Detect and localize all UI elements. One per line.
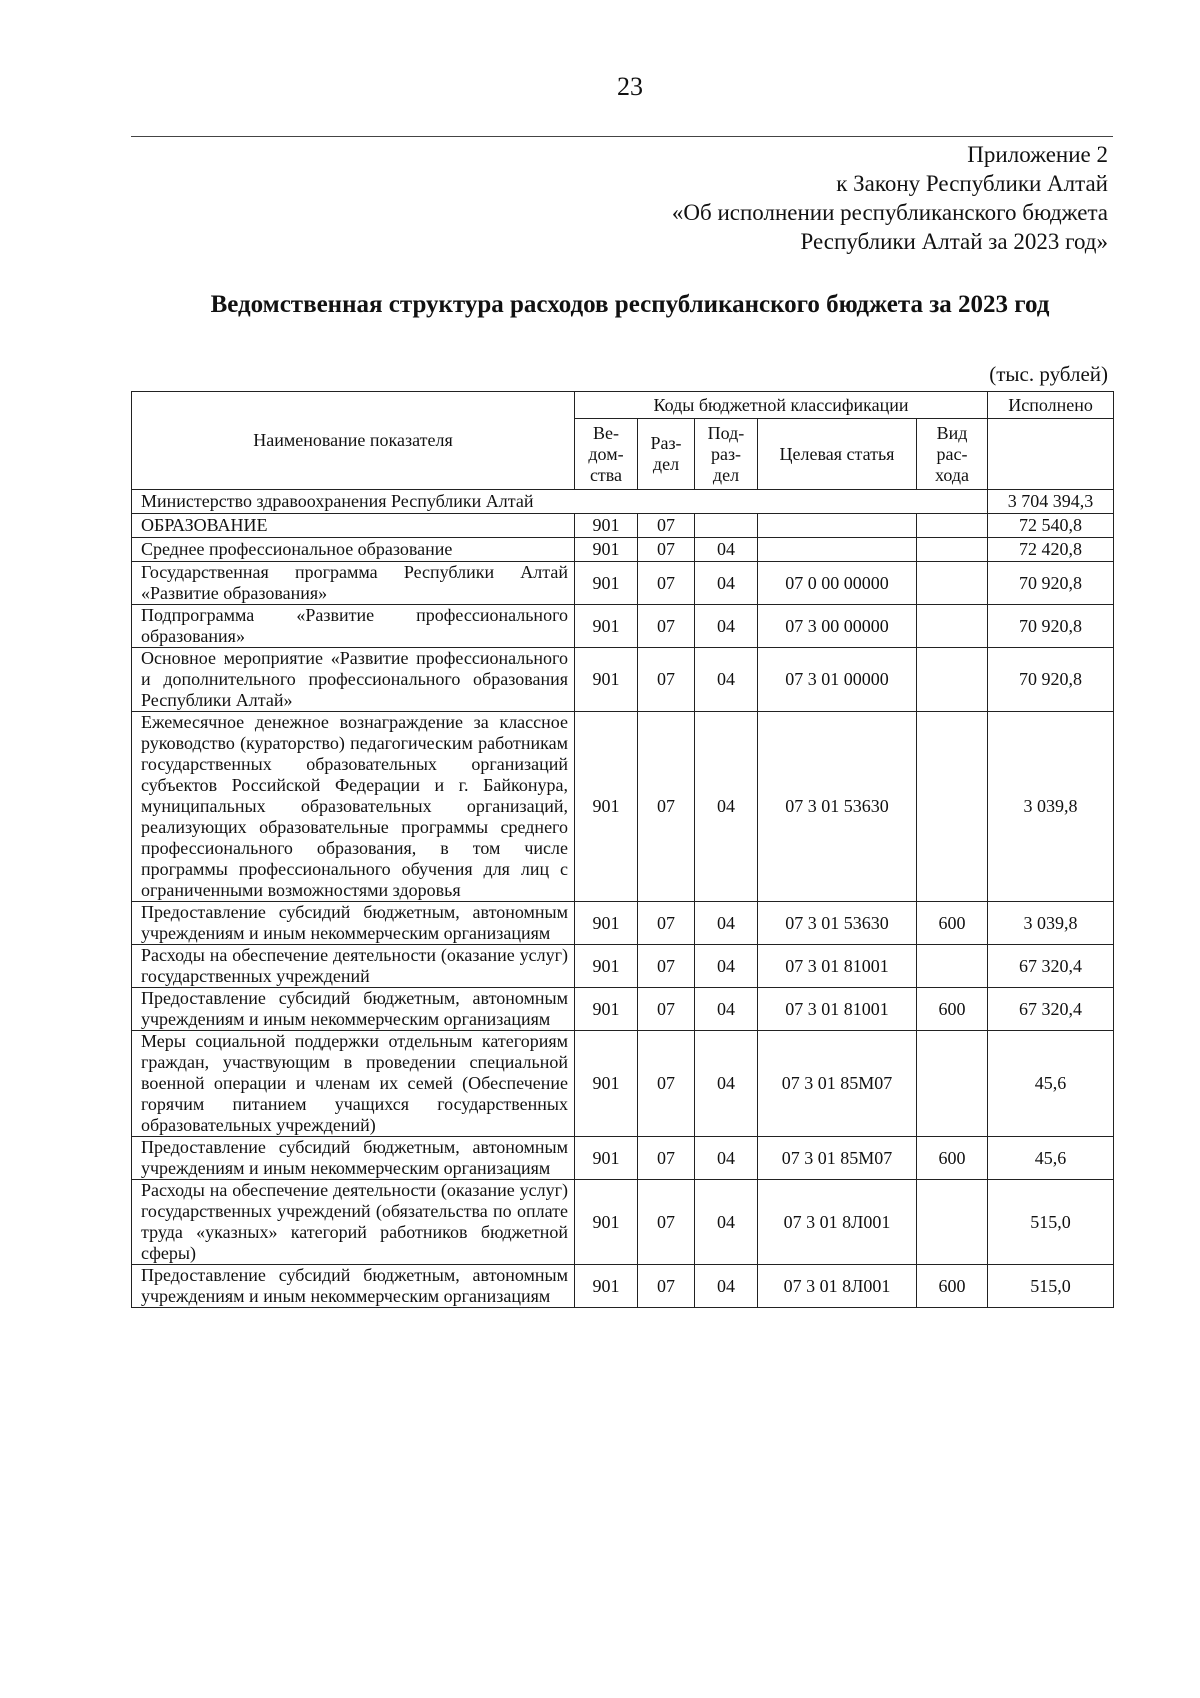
row-podrazdel-code: 04 [695, 562, 758, 605]
row-expense-type [917, 562, 988, 605]
row-expense-type: 600 [917, 1265, 988, 1308]
row-podrazdel-code: 04 [695, 605, 758, 648]
header-rule [131, 136, 1113, 137]
row-razdel-code: 07 [638, 538, 695, 562]
header-name: Наименование показателя [132, 392, 575, 490]
row-expense-type [917, 945, 988, 988]
row-razdel-code: 07 [638, 514, 695, 538]
row-razdel-code: 07 [638, 1265, 695, 1308]
table-row [132, 1265, 1114, 1308]
header-podrazdel-line: раз- [710, 443, 742, 464]
row-vedomstvo-code: 901 [575, 712, 638, 902]
row-podrazdel-code [695, 514, 758, 538]
ministry-name: Министерство здравоохранения Республики Алтай [132, 490, 988, 514]
row-podrazdel-code: 04 [695, 945, 758, 988]
row-name: Основное мероприятие «Развитие профессионального и дополнительного профессионального образования Республики Алтай» [132, 648, 575, 712]
row-podrazdel-code: 04 [695, 988, 758, 1031]
row-name: Подпрограмма «Развитие профессионального образования» [132, 605, 575, 648]
table-row [132, 605, 1114, 648]
table-row [132, 1031, 1114, 1137]
row-name: Предоставление субсидий бюджетным, автономным учреждениям и иным некоммерческим организациям [132, 902, 575, 945]
budget-table [131, 391, 1114, 1308]
row-amount: 67 320,4 [988, 945, 1114, 988]
row-name: Ежемесячное денежное вознаграждение за классное руководство (кураторство) педагогическим работникам государственных образовательных организаций субъектов Российской Федерации и г. Байконура, муниципальных образовательных организаций, реализующих образовательные программы среднего профессионального образования, в том числе программы профессионального обучения для лиц с ограниченными возможностями здоровья [132, 712, 575, 902]
row-vedomstvo-code: 901 [575, 648, 638, 712]
row-target-article: 07 3 01 81001 [758, 945, 917, 988]
header-target-article: Целевая статья [758, 419, 917, 490]
header-razdel-line: Раз- [650, 433, 682, 453]
header-vedomstva [575, 419, 638, 490]
row-target-article: 07 3 01 85М07 [758, 1137, 917, 1180]
row-razdel-code: 07 [638, 945, 695, 988]
row-target-article: 07 3 01 81001 [758, 988, 917, 1031]
header-expense-type-line: Вид [936, 422, 968, 443]
row-razdel-code: 07 [638, 648, 695, 712]
row-vedomstvo-code: 901 [575, 902, 638, 945]
ministry-amount: 3 704 394,3 [988, 490, 1114, 514]
table-row [132, 988, 1114, 1031]
row-expense-type [917, 605, 988, 648]
row-expense-type: 600 [917, 902, 988, 945]
row-podrazdel-code: 04 [695, 648, 758, 712]
ministry-row [132, 490, 1114, 514]
row-expense-type: 600 [917, 1137, 988, 1180]
row-expense-type [917, 1031, 988, 1137]
row-amount: 70 920,8 [988, 648, 1114, 712]
row-expense-type: 600 [917, 988, 988, 1031]
row-razdel-code: 07 [638, 605, 695, 648]
row-name: Меры социальной поддержки отдельным категориям граждан, участвующим в проведении специальной военной операции и членам их семей (Обеспечение горячим питанием учащихся государственных образовательных учреждений) [132, 1031, 575, 1137]
row-podrazdel-code: 04 [695, 538, 758, 562]
row-vedomstvo-code: 901 [575, 1031, 638, 1137]
row-podrazdel-code: 04 [695, 1180, 758, 1265]
row-vedomstvo-code: 901 [575, 1180, 638, 1265]
header-vedomstva-line: ства [589, 464, 623, 485]
units-label: (тыс. рублей) [989, 362, 1108, 386]
row-podrazdel-code: 04 [695, 1265, 758, 1308]
row-podrazdel-code: 04 [695, 1137, 758, 1180]
row-target-article: 07 3 01 53630 [758, 902, 917, 945]
row-vedomstvo-code: 901 [575, 945, 638, 988]
row-amount: 70 920,8 [988, 562, 1114, 605]
row-vedomstvo-code: 901 [575, 988, 638, 1031]
row-vedomstvo-code: 901 [575, 514, 638, 538]
row-target-article: 07 3 01 53630 [758, 712, 917, 902]
row-vedomstvo-code: 901 [575, 1137, 638, 1180]
row-target-article: 07 3 01 85М07 [758, 1031, 917, 1137]
row-target-article: 07 3 01 00000 [758, 648, 917, 712]
row-razdel-code: 07 [638, 562, 695, 605]
row-name: Предоставление субсидий бюджетным, автономным учреждениям и иным некоммерческим организациям [132, 1265, 575, 1308]
row-vedomstvo-code: 901 [575, 562, 638, 605]
row-razdel-code: 07 [638, 902, 695, 945]
table-row [132, 945, 1114, 988]
header-codes-group: Коды бюджетной классификации [575, 392, 988, 419]
row-amount: 72 540,8 [988, 514, 1114, 538]
row-amount: 3 039,8 [988, 712, 1114, 902]
header-expense-type [917, 419, 988, 490]
appendix-block [672, 140, 1108, 256]
row-amount: 3 039,8 [988, 902, 1114, 945]
row-amount: 515,0 [988, 1265, 1114, 1308]
row-name: Государственная программа Республики Алтай «Развитие образования» [132, 562, 575, 605]
appendix-line: к Закону Республики Алтай [836, 171, 1108, 196]
row-razdel-code: 07 [638, 1137, 695, 1180]
row-target-article: 07 3 00 00000 [758, 605, 917, 648]
appendix-line: Приложение 2 [967, 142, 1108, 167]
row-razdel-code: 07 [638, 1180, 695, 1265]
row-target-article: 07 0 00 00000 [758, 562, 917, 605]
header-row-1 [132, 392, 1114, 419]
row-amount: 72 420,8 [988, 538, 1114, 562]
row-vedomstvo-code: 901 [575, 1265, 638, 1308]
row-amount: 70 920,8 [988, 605, 1114, 648]
row-name: Расходы на обеспечение деятельности (оказание услуг) государственных учреждений [132, 945, 575, 988]
table-row [132, 902, 1114, 945]
header-expense-type-line: рас- [936, 443, 968, 464]
header-expense-type-line: хода [935, 464, 969, 485]
table-row [132, 1180, 1114, 1265]
row-target-article: 07 3 01 8Л001 [758, 1180, 917, 1265]
row-amount: 67 320,4 [988, 988, 1114, 1031]
row-name: Предоставление субсидий бюджетным, автономным учреждениям и иным некоммерческим организациям [132, 988, 575, 1031]
row-name: Предоставление субсидий бюджетным, автономным учреждениям и иным некоммерческим организациям [132, 1137, 575, 1180]
row-podrazdel-code: 04 [695, 1031, 758, 1137]
row-podrazdel-code: 04 [695, 712, 758, 902]
header-podrazdel-line: дел [712, 464, 740, 485]
row-razdel-code: 07 [638, 1031, 695, 1137]
row-target-article [758, 514, 917, 538]
row-vedomstvo-code: 901 [575, 538, 638, 562]
header-razdel-line: дел [652, 454, 680, 474]
header-vedomstva-line: Ве- [593, 422, 619, 443]
table-row [132, 562, 1114, 605]
table-row [132, 648, 1114, 712]
row-target-article: 07 3 01 8Л001 [758, 1265, 917, 1308]
header-vedomstva-line: дом- [588, 443, 624, 464]
document-title: Ведомственная структура расходов республиканского бюджета за 2023 год [210, 291, 1050, 318]
appendix-line: «Об исполнении республиканского бюджета [671, 200, 1108, 225]
row-amount: 45,6 [988, 1137, 1114, 1180]
row-name: Расходы на обеспечение деятельности (оказание услуг) государственных учреждений (обязательства по оплате труда «указных» категорий работников бюджетной сферы) [132, 1180, 575, 1265]
row-expense-type [917, 538, 988, 562]
table-row [132, 1137, 1114, 1180]
header-executed: Исполнено [988, 392, 1114, 419]
row-vedomstvo-code: 901 [575, 605, 638, 648]
row-razdel-code: 07 [638, 988, 695, 1031]
row-podrazdel-code: 04 [695, 902, 758, 945]
page-number: 23 [617, 72, 643, 101]
row-amount: 45,6 [988, 1031, 1114, 1137]
header-podrazdel [695, 419, 758, 490]
appendix-line: Республики Алтай за 2023 год» [800, 229, 1108, 254]
table-row [132, 514, 1114, 538]
table-row [132, 538, 1114, 562]
table-row [132, 712, 1114, 902]
header-podrazdel-line: Под- [707, 422, 745, 443]
header-razdel [638, 419, 695, 490]
row-name: Среднее профессиональное образование [132, 538, 575, 562]
row-expense-type [917, 712, 988, 902]
row-expense-type [917, 648, 988, 712]
row-name: ОБРАЗОВАНИЕ [132, 514, 575, 538]
header-executed-blank [988, 419, 1114, 490]
row-expense-type [917, 514, 988, 538]
row-target-article [758, 538, 917, 562]
row-amount: 515,0 [988, 1180, 1114, 1265]
row-razdel-code: 07 [638, 712, 695, 902]
row-expense-type [917, 1180, 988, 1265]
